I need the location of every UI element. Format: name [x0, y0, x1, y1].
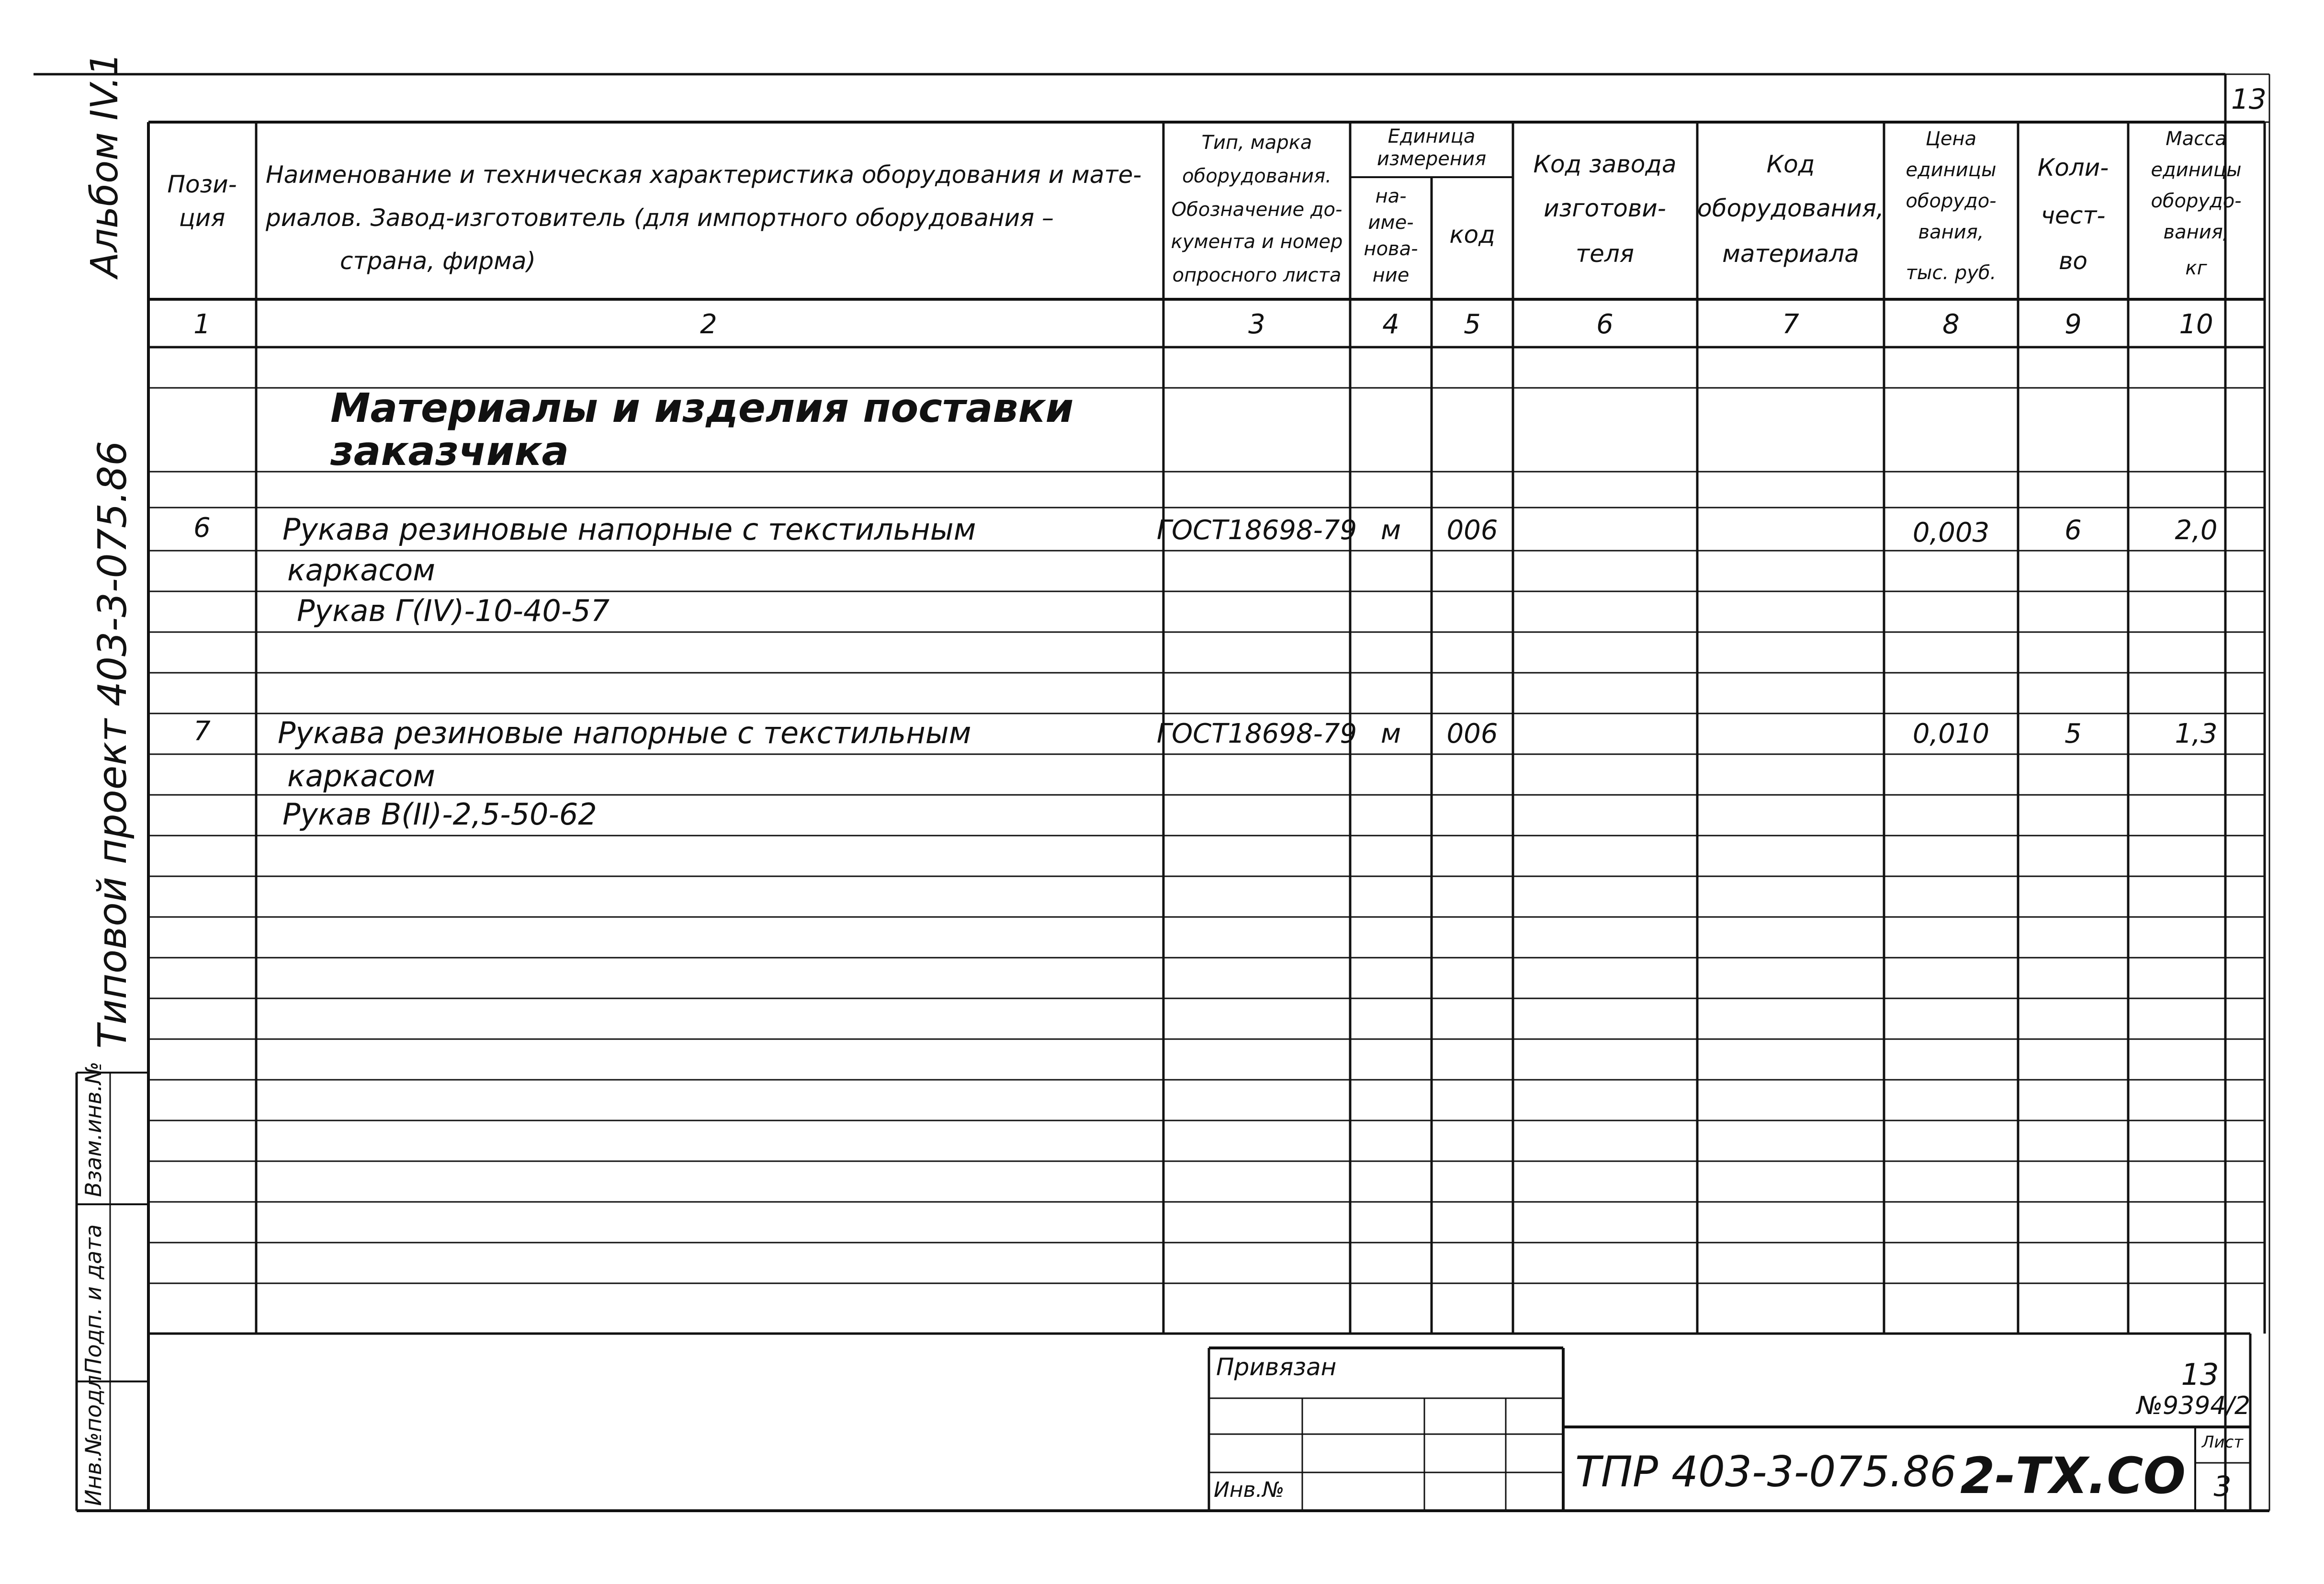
- column-number-10: 10: [2179, 309, 2213, 340]
- header-mass-line2: единицы: [2151, 159, 2242, 181]
- stamp-doc-code: ТПР 403-3-075.86: [1575, 1447, 1957, 1496]
- column-number-5: 5: [1464, 309, 1481, 340]
- stamp-label-signature: Подп. и дата: [80, 1224, 106, 1374]
- header-unit-code: код: [1449, 221, 1495, 249]
- item-7-mass: 1,3: [2175, 718, 2218, 749]
- header-unit-name-line4: ние: [1372, 264, 1410, 286]
- header-mass-line4: вания,: [2163, 221, 2229, 243]
- header-type-line2: оборудования.: [1182, 165, 1331, 187]
- item-7-position: 7: [193, 716, 211, 747]
- column-number-9: 9: [2065, 309, 2082, 340]
- header-equipment-code-line1: Код: [1766, 150, 1815, 178]
- header-unit-group-line1: Единица: [1388, 125, 1476, 147]
- section-title-line1: Материалы и изделия поставки: [330, 385, 1074, 431]
- item-6-name-line3: Рукав Г(IV)-10-40-57: [297, 593, 610, 628]
- item-6-price: 0,003: [1912, 517, 1990, 548]
- header-position-line1: Пози-: [167, 170, 237, 198]
- header-mass-line3: оборудо-: [2151, 190, 2242, 212]
- item-6-unit: м: [1380, 515, 1401, 546]
- header-price-line5: тыс. руб.: [1906, 262, 1997, 284]
- item-6-position: 6: [193, 512, 211, 543]
- column-number-6: 6: [1596, 309, 1613, 340]
- header-factory-code-line3: теля: [1576, 240, 1634, 268]
- stamp-privyazan: Привязан: [1216, 1353, 1337, 1381]
- column-number-4: 4: [1382, 309, 1399, 340]
- stamp-inv-no: Инв.№: [1214, 1478, 1285, 1502]
- header-mass-line1: Масса: [2166, 128, 2227, 150]
- item-6-qty: 6: [2065, 515, 2082, 546]
- stamp-label-inventory: Взам.инв.№: [80, 1061, 106, 1197]
- header-name-line1: Наименование и техническая характеристика оборудования и мате-: [266, 161, 1142, 189]
- header-mass-line5: кг: [2185, 257, 2207, 279]
- stamp-sheet-label: Лист: [2201, 1433, 2244, 1452]
- header-qty-line2: чест-: [2041, 202, 2106, 229]
- header-unit-name-line1: на-: [1375, 185, 1407, 207]
- column-number-7: 7: [1782, 309, 1799, 340]
- item-7-unit: м: [1380, 718, 1401, 749]
- header-unit-name-line3: нова-: [1364, 238, 1418, 260]
- column-number-2: 2: [700, 309, 717, 340]
- header-price-line2: единицы: [1906, 159, 1997, 181]
- item-6-type: ГОСТ18698-79: [1156, 515, 1357, 546]
- column-number-1: 1: [193, 309, 211, 340]
- header-equipment-code-line2: оборудования,: [1697, 194, 1884, 222]
- item-7-type: ГОСТ18698-79: [1156, 718, 1357, 749]
- header-name-line3: страна, фирма): [340, 247, 536, 275]
- stamp-archive-number: №9394/2: [2136, 1392, 2250, 1420]
- header-price-line1: Цена: [1925, 128, 1977, 150]
- header-factory-code-line1: Код завода: [1533, 150, 1677, 178]
- header-qty-line1: Коли-: [2037, 154, 2109, 181]
- header-type-line4: кумента и номер: [1171, 231, 1343, 253]
- item-7-unit-code: 006: [1446, 718, 1498, 749]
- header-price-line3: оборудо-: [1906, 190, 1997, 212]
- header-name-line2: риалов. Завод-изготовитель (для импортного оборудования –: [266, 204, 1054, 232]
- stamp-sheet-number: 3: [2213, 1470, 2232, 1503]
- item-6-name-line2: каркасом: [287, 553, 436, 588]
- page-number: 13: [2231, 83, 2267, 115]
- item-6-unit-code: 006: [1446, 515, 1498, 546]
- stamp-corner-number: 13: [2181, 1357, 2219, 1392]
- item-7-qty: 5: [2065, 718, 2082, 749]
- item-6-name-line1: Рукава резиновые напорные с текстильным: [282, 512, 976, 547]
- header-unit-group-line2: измерения: [1376, 148, 1487, 170]
- item-7-price: 0,010: [1912, 718, 1990, 749]
- project-label: Типовой проект 403-3-075.86: [90, 441, 135, 1049]
- item-7-name-line3: Рукав В(II)-2,5-50-62: [282, 797, 597, 832]
- album-label: Альбом IV.1: [83, 52, 126, 278]
- column-number-3: 3: [1248, 309, 1265, 340]
- stamp-sheet-code: 2-ТХ.СО: [1960, 1447, 2186, 1505]
- item-6-mass: 2,0: [2175, 515, 2218, 546]
- header-type-line1: Тип, марка: [1201, 132, 1312, 154]
- header-position-line2: ция: [179, 204, 226, 232]
- header-type-line5: опросного листа: [1172, 264, 1342, 286]
- section-title-line2: заказчика: [330, 428, 569, 475]
- header-qty-line3: во: [2058, 247, 2088, 275]
- header-equipment-code-line3: материала: [1722, 240, 1859, 268]
- stamp-label-original: Инв.№подл.: [80, 1368, 106, 1506]
- item-7-name-line1: Рукава резиновые напорные с текстильным: [278, 715, 971, 750]
- header-price-line4: вания,: [1918, 221, 1984, 243]
- header-type-line3: Обозначение до-: [1171, 199, 1343, 221]
- item-7-name-line2: каркасом: [287, 758, 436, 793]
- header-unit-name-line2: име-: [1368, 212, 1414, 234]
- column-number-8: 8: [1942, 309, 1960, 340]
- header-factory-code-line2: изготови-: [1544, 194, 1666, 222]
